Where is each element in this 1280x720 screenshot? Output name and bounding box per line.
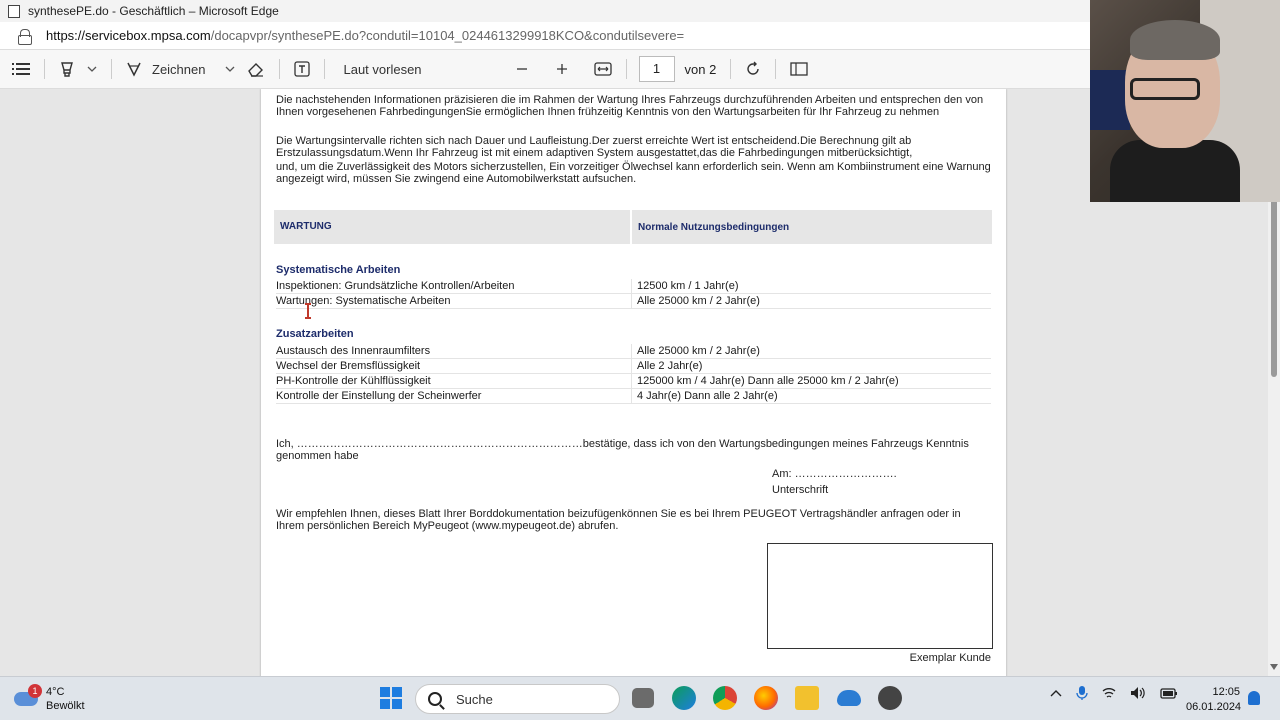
battery-icon[interactable]	[1160, 687, 1178, 699]
maintenance-table-header	[274, 210, 992, 244]
webcam-overlay	[1090, 0, 1280, 202]
chrome-icon[interactable]	[713, 686, 737, 710]
url-path[interactable]: /docapvpr/synthesePE.do?condutil=10104_0244613299918KCO&condutilsevere=	[210, 28, 685, 43]
contents-icon[interactable]	[6, 55, 36, 83]
scrollbar-thumb[interactable]	[1271, 197, 1277, 377]
toolbar-separator	[730, 59, 731, 79]
page-total-label: von 2	[684, 61, 717, 77]
lock-icon[interactable]	[18, 29, 30, 43]
draw-label: Zeichnen	[152, 61, 206, 77]
webcam-person-body	[1110, 140, 1240, 202]
start-button[interactable]	[380, 687, 402, 709]
toolbar-separator	[279, 59, 280, 79]
weather-widget[interactable]	[14, 685, 85, 713]
recommendation-text: Wir empfehlen Ihnen, dieses Blatt Ihrer Borddokumentation beizufügenkönnen Sie es bei Ihrem PEUGEOT Vertragshändler anfragen oder in Ihrem persönlichen Bereich MyPeugeot (www.mypeugeot.de) abrufen.	[276, 508, 961, 532]
zoom-in-icon[interactable]	[550, 55, 574, 83]
date-label: Am: ……………………….	[772, 468, 897, 480]
page-number-input[interactable]: 1	[639, 56, 675, 82]
toolbar-separator	[324, 59, 325, 79]
task-cell: PH-Kontrolle der Kühlflüssigkeit	[276, 374, 632, 388]
notification-bell-icon[interactable]	[1248, 691, 1260, 705]
section-systematic-title: Systematische Arbeiten	[276, 264, 401, 276]
toolbar-separator	[775, 59, 776, 79]
fit-page-icon[interactable]	[588, 55, 618, 83]
read-aloud-label: Laut vorlesen	[343, 61, 422, 77]
signature-box	[767, 543, 993, 649]
intro-paragraph-1: Die nachstehenden Informationen präzisieren die im Rahmen der Wartung Ihres Fahrzeugs durchzuführenden Arbeiten und entsprechen den von Ihnen vorgesehenen FahrbedingungenSie ermöglichen Ihnen frühzeitig Kenntnis von den Wartungsarbeiten für Ihr Fahrzeug zu nehmen	[276, 94, 984, 118]
interval-cell: Alle 25000 km / 2 Jahr(e)	[637, 345, 760, 357]
intro-paragraph-2a: Die Wartungsintervalle richten sich nach Dauer und Laufleistung.Der zuerst erreichte Wert ist entscheidend.Die Berechnung gilt ab Erstzulassungsdatum.Wenn Ihr Fahrzeug ist mit einem adaptiven System ausgestattet,das die Fahrbedingungen mitberücksichtigt,	[276, 135, 913, 159]
table-row	[276, 279, 991, 294]
task-cell: Wartungen: Systematische Arbeiten	[276, 294, 632, 308]
task-cell: Wechsel der Bremsflüssigkeit	[276, 359, 632, 373]
table-row	[276, 344, 991, 359]
highlight-icon[interactable]	[53, 55, 81, 83]
zoom-out-icon[interactable]	[510, 55, 534, 83]
taskbar-search[interactable]	[415, 684, 620, 714]
draw-button[interactable]	[120, 55, 211, 83]
clock-time: 12:05	[1212, 686, 1240, 698]
weather-badge: 1	[28, 684, 42, 698]
header-normal-conditions: Normale Nutzungsbedingungen	[638, 221, 790, 233]
task-cell: Kontrolle der Einstellung der Scheinwerfer	[276, 389, 632, 403]
wifi-icon[interactable]	[1102, 687, 1116, 699]
file-explorer-icon[interactable]	[795, 686, 819, 710]
pdf-viewer[interactable]	[0, 89, 1280, 676]
onedrive-icon[interactable]	[837, 690, 861, 706]
windows-logo-icon	[380, 687, 390, 697]
address-bar[interactable]	[0, 22, 1280, 50]
rotate-icon[interactable]	[739, 55, 767, 83]
table-row	[276, 294, 991, 309]
toolbar-separator	[111, 59, 112, 79]
weather-temp: 4°C	[46, 686, 65, 698]
interval-cell: Alle 2 Jahr(e)	[637, 360, 703, 372]
interval-cell: 125000 km / 4 Jahr(e) Dann alle 25000 km / 2 Jahr(e)	[637, 375, 899, 387]
interval-cell: Alle 25000 km / 2 Jahr(e)	[637, 295, 760, 307]
weather-desc: Bewölkt	[46, 700, 85, 712]
text-icon[interactable]	[288, 55, 316, 83]
url-host[interactable]: https://servicebox.mpsa.com	[46, 28, 211, 43]
webcam-person-hair	[1130, 20, 1220, 60]
section-additional-title: Zusatzarbeiten	[276, 328, 354, 340]
firefox-icon[interactable]	[754, 686, 778, 710]
interval-cell: 12500 km / 1 Jahr(e)	[637, 280, 739, 292]
scroll-down-icon[interactable]	[1270, 664, 1278, 670]
toolbar-separator	[626, 59, 627, 79]
confirmation-text: Ich, ……………………………………………………………………bestätige, dass ich von den Wartungsbedingungen meines Fahrzeugs Kenntnis genommen habe	[276, 438, 969, 462]
header-maintenance: WARTUNG	[274, 210, 632, 244]
page-icon	[8, 5, 20, 18]
signature-label: Unterschrift	[772, 484, 829, 496]
clock-date: 06.01.2024	[1186, 701, 1242, 713]
read-aloud-button[interactable]	[337, 55, 427, 83]
intro-paragraph-2b: und, um die Zuverlässigkeit des Motors sicherzustellen, Ein vorzeitiger Ölwechsel kann erforderlich sein. Wenn am Kombiinstrument eine Warnung angezeigt wird, müssen Sie zwingend eine Automobilwerkstatt aufsuchen.	[276, 161, 991, 185]
webcam-bookshelf	[1090, 70, 1130, 130]
obs-icon[interactable]	[878, 686, 902, 710]
draw-icon	[126, 61, 142, 77]
edge-icon[interactable]	[672, 686, 696, 710]
webcam-person-glasses	[1130, 78, 1200, 100]
system-tray	[1050, 685, 1178, 701]
table-row	[276, 389, 991, 404]
volume-icon[interactable]	[1130, 686, 1146, 700]
chevron-up-icon[interactable]	[1050, 689, 1062, 697]
taskbar	[0, 676, 1280, 720]
toolbar-separator	[44, 59, 45, 79]
draw-dropdown-chevron-icon[interactable]	[219, 55, 241, 83]
microphone-icon[interactable]	[1076, 685, 1088, 701]
task-view-icon[interactable]	[632, 688, 654, 708]
pdf-page	[261, 89, 1006, 676]
window-titlebar	[0, 0, 1280, 22]
search-label: Suche	[456, 691, 493, 707]
table-row	[276, 359, 991, 374]
cloud-icon	[14, 686, 38, 706]
interval-cell: 4 Jahr(e) Dann alle 2 Jahr(e)	[637, 390, 778, 402]
task-cell: Austausch des Innenraumfilters	[276, 344, 632, 358]
text-cursor-icon	[304, 303, 312, 319]
window-title: synthesePE.do - Geschäftlich – Microsoft Edge	[28, 4, 279, 18]
clock[interactable]	[1186, 685, 1240, 715]
copy-label: Exemplar Kunde	[909, 652, 991, 664]
task-cell: Inspektionen: Grundsätzliche Kontrollen/Arbeiten	[276, 279, 632, 293]
eraser-icon[interactable]	[241, 55, 271, 83]
page-view-icon[interactable]	[784, 55, 814, 83]
pdf-toolbar	[0, 50, 1280, 89]
highlight-dropdown-chevron-icon[interactable]	[81, 55, 103, 83]
table-row	[276, 374, 991, 389]
search-icon	[428, 692, 442, 706]
